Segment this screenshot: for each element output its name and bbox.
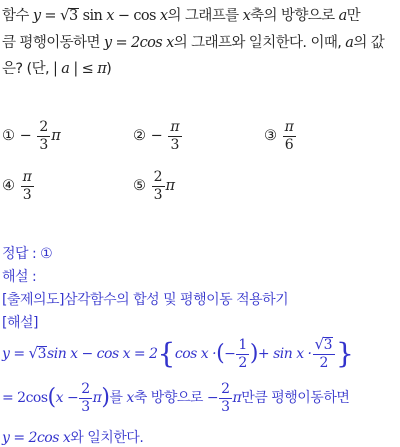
math-abs-a: | a | [53,61,78,77]
answer-line [2,243,52,263]
left-brace: { [157,337,175,371]
question-text: 큼 평행이동하면 [2,35,104,51]
math-sin: sin [82,8,107,24]
eq-2cos: = 2cos [2,390,48,407]
answer-label: 정답 : [2,246,41,262]
math-a: a [345,35,354,51]
left-paren: ( [216,341,225,367]
eq-mid: sin x − cos x = 2 [47,346,158,363]
math-a: a [338,8,347,24]
choice-4[interactable] [2,170,35,202]
eq-fraction: $\frac{2}{3}$ [221,381,230,415]
math-x: x [159,8,168,24]
choice-marker: ① [2,128,15,145]
eq-x: x [126,390,134,407]
choice-fraction: $\frac{\pi}{3}$ [22,169,32,203]
question-line-3 [2,62,111,77]
math-le: ≤ [77,61,98,77]
eq-fraction: √ 3 2 [313,337,335,371]
choice-fraction: $\frac{\pi}{6}$ [284,119,294,153]
sqrt-symbol: √ 3 [60,6,78,24]
math-pi: π [97,61,107,77]
question-text: 축의 방향으로 [250,8,339,24]
eq-sin: + sin x · [257,346,312,363]
choice-marker: ④ [2,178,15,195]
math-x: x [106,8,114,24]
math-minus-cos: − cos [113,8,160,24]
eq-cos: cos x · [174,346,217,363]
choice-3[interactable] [264,120,297,152]
choice-marker: ③ [264,128,277,145]
eq-fraction: $\frac{2}{3}$ [81,381,90,415]
eq-pi: π [232,390,242,407]
question-text: 의 값 [353,35,385,51]
choice-fraction: $\frac{\pi}{3}$ [170,119,180,153]
choice-sign: − [19,128,32,145]
question-text: 만 [346,8,361,24]
eq-text: 와 일치한다. [70,430,144,446]
math-y-2cos: y = 2cos [103,35,167,51]
choice-5[interactable] [133,170,175,202]
eq-text: 만큼 평행이동하면 [241,390,350,407]
intent-line: [출제의도]삼각함수의 합성 및 평행이동 적용하기 [2,292,289,308]
answer-value: ① [40,246,53,262]
math-x: x [166,35,174,51]
question-text: 은? (단, [2,61,53,77]
question-text: ) [106,61,112,77]
eq-text: 를 [109,390,127,407]
right-paren: ) [249,341,258,367]
question-text: 의 그래프와 일치한다. 이때, [173,35,346,51]
eq-neg: − [224,346,236,363]
eq-x-minus: x − [55,390,79,407]
choice-tail: π [51,128,61,145]
choice-tail: π [165,178,176,195]
question-line-1 [2,8,360,25]
choice-fraction: $\frac{2}{3}$ [39,119,49,153]
right-paren: ) [101,385,110,411]
sqrt-symbol: √ 3 [28,344,47,363]
eq-y-2cos-x: y = 2cos x [2,430,71,446]
choice-marker: ② [133,128,146,145]
eq-fraction: $\frac{1}{2}$ [238,336,247,371]
choice-2[interactable] [133,120,183,152]
math-y-eq: y = [32,8,56,24]
choice-1[interactable] [2,120,61,152]
question-text: 함수 [2,8,33,24]
eq-neg: − [206,390,219,407]
explanation-heading: [해설] [2,315,38,331]
equation-3 [2,427,143,447]
choice-marker: ⑤ [133,178,146,195]
equation-2 [2,382,349,414]
equation-1 [2,337,353,371]
math-x: x [242,8,251,24]
explanation-label: 해설 : [2,269,37,285]
eq-text: 축 방향으로 [133,390,207,407]
choice-fraction: $\frac{2}{3}$ [153,169,163,203]
choice-sign: − [150,128,163,145]
left-paren: ( [47,385,56,411]
right-brace: } [336,337,354,371]
eq-pi: π [92,390,102,407]
eq-lhs: y = [2,346,25,363]
question-line-2 [2,36,384,51]
question-text: 의 그래프를 [167,8,243,24]
